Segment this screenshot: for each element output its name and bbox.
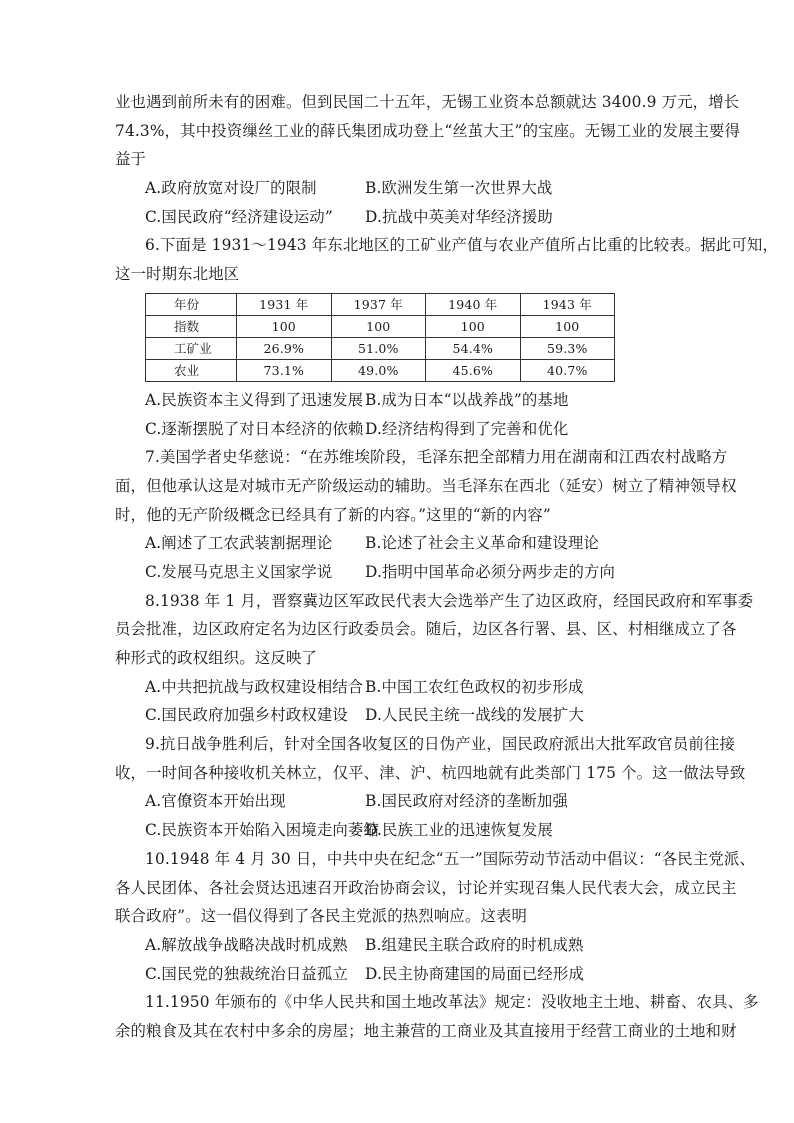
exam-page [115, 88, 778, 1046]
question-text: 业也遇到前所未有的困难。但到民国二十五年，无锡工业资本总额就达 3400.9 万元，增长 [115, 93, 740, 111]
option-row [115, 203, 685, 232]
table-cell: 1937 年 [331, 293, 426, 315]
table-cell: 1931 年 [237, 293, 332, 315]
option-row [115, 386, 685, 415]
table-cell: 1943 年 [520, 293, 615, 315]
data-table-wrapper [145, 293, 685, 382]
question-text: 7.美国学者史华慈说：“在苏维埃阶段，毛泽东把全部精力用在湖南和江西农村战略方 [145, 448, 728, 467]
question-text: 收，一时间各种接收机关林立，仅平、津、沪、杭四地就有此类部门 175 个。这一做法导致 [115, 763, 746, 782]
option-a: A.民族资本主义得到了迅速发展 [145, 390, 364, 409]
question-text: 6.下面是 1931～1943 年东北地区的工矿业产值与农业产值所占比重的比较表。据此可知， [145, 236, 778, 255]
option-a: A.解放战争战略决战时机成熟 [145, 935, 348, 954]
question-11 [115, 988, 759, 1045]
option-d: D.民主协商建国的局面已经形成 [365, 964, 585, 983]
table-cell: 100 [237, 315, 332, 337]
question-text: 联合政府”。这一倡仪得到了各民主党派的热烈响应。这表明 [115, 907, 528, 926]
option-row [115, 415, 685, 444]
question-text: 8.1938 年 1 月，晋察冀边区军政民代表大会选举产生了边区政府，经国民政府和军事委 [145, 591, 754, 610]
table-cell: 100 [331, 315, 426, 337]
question-5 [115, 88, 741, 231]
option-row [115, 558, 685, 587]
table-cell: 工矿业 [146, 337, 237, 359]
option-d: D.经济结构得到了完善和优化 [365, 419, 569, 438]
question-text: 10.1948 年 4 月 30 日，中共中央在纪念“五一”国际劳动节活动中倡议：“各民主党派、 [145, 849, 756, 868]
question-text: 各人民团体、各社会贤达迅速召开政治协商会议，讨论并实现召集人民代表大会，成立民主 [115, 878, 737, 897]
option-d: D.抗战中英美对华经济援助 [365, 207, 553, 226]
option-b: B.国民政府对经济的垄断加强 [365, 792, 568, 811]
option-b: B.论述了社会主义革命和建设理论 [365, 534, 600, 553]
table-cell: 54.4% [426, 337, 521, 359]
table-cell: 49.0% [331, 359, 426, 381]
option-c: C.国民政府加强乡村政权建设 [145, 706, 348, 725]
question-text: 员会批准，边区政府定名为边区行政委员会。随后，边区各行署、县、区、村相继成立了各 [115, 620, 737, 639]
option-b: B.组建民主联合政府的时机成熟 [365, 935, 584, 954]
option-row [115, 673, 685, 702]
option-d: D.人民民主统一战线的发展扩大 [365, 706, 585, 725]
question-text: 9.抗日战争胜利后，针对全国各收复区的日伪产业，国民政府派出大批军政官员前往接 [145, 735, 735, 754]
question-6 [115, 231, 778, 443]
question-8 [115, 587, 754, 730]
option-row [115, 931, 685, 960]
question-7 [115, 443, 737, 586]
table-cell: 农业 [146, 359, 237, 381]
question-text: 时，他的无产阶级概念已经具有了新的内容。”这里的“新的内容” [115, 505, 551, 524]
table-cell: 51.0% [331, 337, 426, 359]
table-row [146, 359, 615, 381]
question-10 [115, 845, 756, 988]
option-row [115, 701, 685, 730]
table-cell: 26.9% [237, 337, 332, 359]
question-text: 面，但他承认这是对城市无产阶级运动的辅助。当毛泽东在西北（延安）树立了精神领导权 [115, 476, 737, 495]
table-cell: 40.7% [520, 359, 615, 381]
question-text: 余的粮食及其在农村中多余的房屋；地主兼营的工商业及其直接用于经营工商业的土地和财 [115, 1021, 737, 1040]
table-row [146, 315, 615, 337]
question-text: 74.3%，其中投资缫丝工业的薛氏集团成功登上“丝茧大王”的宝座。无锡工业的发展主要得 [115, 121, 741, 140]
table-cell: 59.3% [520, 337, 615, 359]
table-cell: 1940 年 [426, 293, 521, 315]
option-c: C.国民政府“经济建设运动” [145, 207, 333, 226]
question-text: 种形式的政权组织。这反映了 [115, 649, 318, 667]
option-b: B.成为日本“以战养战”的基地 [365, 390, 569, 409]
option-c: C.逐渐摆脱了对日本经济的依赖 [145, 419, 364, 438]
option-d: D.民族工业的迅速恢复发展 [365, 821, 553, 840]
option-row [115, 960, 685, 989]
table-cell: 年份 [146, 293, 237, 315]
option-a: A.阐述了工农武装割据理论 [145, 534, 333, 553]
option-a: A.官僚资本开始出现 [145, 792, 286, 811]
option-d: D.指明中国革命必须分两步走的方向 [365, 562, 616, 581]
table-cell: 指数 [146, 315, 237, 337]
option-b: B.欧洲发生第一次世界大战 [365, 179, 553, 198]
question-text: 这一时期东北地区 [115, 265, 240, 284]
option-c: C.发展马克思主义国家学说 [145, 562, 333, 581]
question-9 [115, 730, 746, 845]
table-row [146, 337, 615, 359]
table-header-row [146, 293, 615, 315]
option-a: A.政府放宽对设厂的限制 [145, 179, 317, 198]
table-cell: 100 [520, 315, 615, 337]
option-row [115, 816, 685, 845]
option-c: C.民族资本开始陷入困境走向萎缩 [145, 821, 379, 840]
question-text: 11.1950 年颁布的《中华人民共和国土地改革法》规定：没收地主土地、耕畜、农具、多 [145, 993, 759, 1012]
data-table [145, 293, 615, 382]
option-row [115, 529, 685, 558]
option-row [115, 787, 685, 816]
question-text: 益于 [115, 150, 147, 169]
option-c: C.国民党的独裁统治日益孤立 [145, 964, 348, 983]
option-row [115, 174, 685, 203]
table-cell: 73.1% [237, 359, 332, 381]
table-cell: 45.6% [426, 359, 521, 381]
table-cell: 100 [426, 315, 521, 337]
option-a: A.中共把抗战与政权建设相结合 [145, 677, 364, 696]
option-b: B.中国工农红色政权的初步形成 [365, 677, 584, 696]
